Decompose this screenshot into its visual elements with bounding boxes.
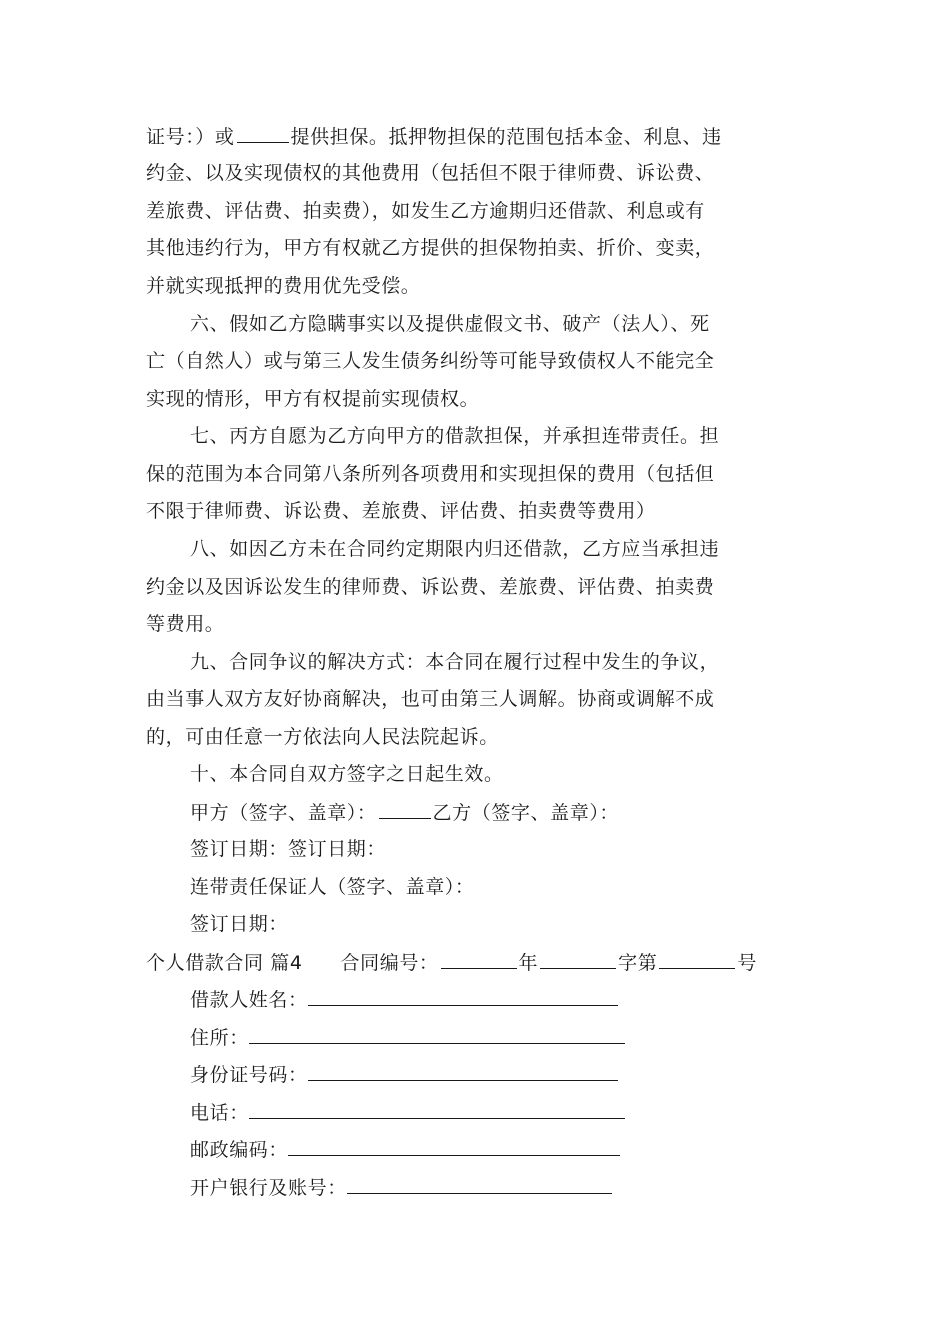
paragraph-5-line-3: 差旅费、评估费、拍卖费），如发生乙方逾期归还借款、利息或有	[146, 200, 705, 222]
paragraph-9-line-2: 由当事人双方友好协商解决，也可由第三人调解。协商或调解不成	[146, 688, 715, 710]
bank-account-line	[190, 1175, 612, 1199]
contract-number-label: 合同编号：	[340, 952, 439, 974]
phone-label: 电话：	[190, 1102, 249, 1124]
party-b-label: 乙方（签字、盖章）：	[432, 802, 620, 824]
paragraph-7-line-2: 保的范围为本合同第八条所列各项费用和实现担保的费用（包括但	[146, 463, 715, 485]
bank-account-field[interactable]	[347, 1175, 612, 1194]
signature-parties-line	[190, 800, 619, 824]
address-field[interactable]	[249, 1025, 625, 1044]
id-number-label: 身份证号码：	[190, 1064, 308, 1086]
contract-heading: 个人借款合同 篇4	[146, 952, 303, 974]
paragraph-8-line-1: 八、如因乙方未在合同约定期限内归还借款，乙方应当承担违	[190, 538, 720, 560]
hao-label: 号	[737, 952, 757, 974]
guarantor-line: 连带责任保证人（签字、盖章）：	[190, 876, 475, 898]
paragraph-9-line-1: 九、合同争议的解决方式：本合同在履行过程中发生的争议，	[190, 651, 720, 673]
postal-code-field[interactable]	[288, 1137, 620, 1156]
year-label: 年	[518, 952, 539, 974]
postal-code-line	[190, 1137, 620, 1161]
party-a-label: 甲方（签字、盖章）：	[190, 802, 377, 824]
contract-number-blank-2	[540, 950, 616, 969]
paragraph-5-line-5: 并就实现抵押的费用优先受偿。	[146, 275, 421, 297]
text-segment: 证号：）或	[146, 126, 235, 148]
borrower-name-line	[190, 987, 618, 1011]
phone-field[interactable]	[249, 1100, 625, 1119]
paragraph-6-line-3: 实现的情形，甲方有权提前实现债权。	[146, 388, 480, 410]
paragraph-7-line-1: 七、丙方自愿为乙方向甲方的借款担保，并承担连带责任。担	[190, 425, 720, 447]
address-label: 住所：	[190, 1027, 249, 1049]
paragraph-9-line-3: 的，可由任意一方依法向人民法院起诉。	[146, 726, 499, 748]
paragraph-5-line-4: 其他违约行为，甲方有权就乙方提供的担保物拍卖、折价、变卖，	[146, 237, 715, 259]
paragraph-5-line-1	[146, 124, 722, 148]
guarantor-date-line: 签订日期：	[190, 913, 289, 935]
paragraph-10-line-1: 十、本合同自双方签字之日起生效。	[190, 763, 504, 785]
contract-number-blank-3	[659, 950, 735, 969]
zi-di-label: 字第	[618, 952, 658, 974]
paragraph-8-line-3: 等费用。	[146, 613, 225, 635]
paragraph-6-line-1: 六、假如乙方隐瞒事实以及提供虚假文书、破产（法人）、死	[190, 313, 710, 335]
id-number-field[interactable]	[308, 1062, 618, 1081]
fill-blank	[237, 124, 289, 143]
paragraph-8-line-2: 约金以及因诉讼发生的律师费、诉讼费、差旅费、评估费、拍卖费	[146, 576, 715, 598]
borrower-name-field[interactable]	[308, 987, 618, 1006]
party-a-blank	[379, 800, 431, 819]
paragraph-7-line-3: 不限于律师费、诉讼费、差旅费、评估费、拍卖费等费用）	[146, 500, 656, 522]
sign-dates-line: 签订日期：签订日期：	[190, 838, 387, 860]
postal-code-label: 邮政编码：	[190, 1139, 289, 1161]
id-number-line	[190, 1062, 618, 1086]
contract-4-heading-line	[146, 950, 757, 974]
bank-account-label: 开户银行及账号：	[190, 1177, 347, 1199]
phone-line	[190, 1100, 625, 1124]
paragraph-6-line-2: 亡（自然人）或与第三人发生债务纠纷等可能导致债权人不能完全	[146, 350, 715, 372]
address-line	[190, 1025, 625, 1049]
paragraph-5-line-2: 约金、以及实现债权的其他费用（包括但不限于律师费、诉讼费、	[146, 162, 715, 184]
text-segment: 提供担保。抵押物担保的范围包括本金、利息、违	[290, 126, 722, 148]
contract-number-blank-1	[441, 950, 517, 969]
borrower-name-label: 借款人姓名：	[190, 989, 308, 1011]
